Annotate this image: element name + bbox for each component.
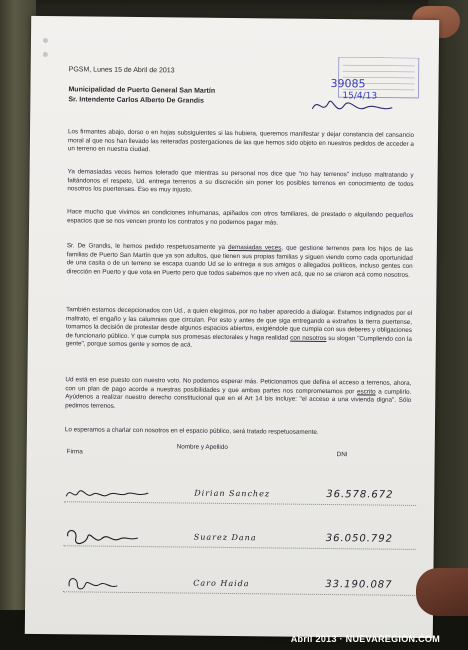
signature-row [64, 526, 416, 554]
closing-line: Lo esperamos a charlar con nosotros en el espacio público, será tratado respetuosamente. [64, 426, 319, 436]
paragraph: Hace mucho que vivimos en condiciones inhumanas, apiñados con otros familiares, de prestado o alquilando pequeños espacios que se nos vencen pronto los contratos y no podemos pagar más. [67, 208, 414, 227]
signature-row [64, 482, 416, 510]
text-run: a cumplirlo. Ayúdenos a realizar nuestro derecho constitucional que en el Art 14 bis incluye: "el acceso a una vivienda digna". Sólo pedimos terrenos. [65, 388, 412, 410]
signature-row [63, 572, 415, 600]
paragraph-complaint [66, 306, 412, 353]
punch-hole [43, 52, 48, 57]
column-header-dni: DNI [336, 451, 348, 459]
underlined-text: con nosotros [290, 334, 327, 342]
photo-caption: Abril 2013 · NUEVAREGION.COM [290, 634, 440, 644]
signer-dni: 36.050.792 [325, 532, 394, 545]
signer-name: Suarez Dana [193, 532, 257, 543]
punch-hole [43, 38, 48, 43]
underlined-text: escrito [357, 387, 376, 396]
signer-name: Caro Haida [193, 578, 250, 589]
column-header-name: Nombre y Apellido [176, 443, 228, 451]
signer-name: Dirian Sanchez [194, 488, 271, 499]
underlined-text: demasiadas veces [227, 243, 282, 252]
signer-dni: 36.578.672 [326, 488, 394, 501]
stamp-number: 39085 [330, 77, 366, 91]
paragraph-demand [65, 376, 411, 414]
text-run: , que gestione terrenos para los hijos de las familias de Puerto San Martín que ya son adultos, que tienen sus propias familias y siguen viendo como cada oportunidad de una casita o de un terreno se escapa cuando Ud se lo entrega a sus amigos o allegados políticos, incluso gentes con dirección en Puerto y que vota en Puerto pero que todos sabemos que no viven acá, que no se criaron acá como nosotros. [66, 244, 413, 279]
text-run: También estamos decepcionados con Ud., a quien elegimos, por no haber aparecido a dialogar. Estamos indignados por el maltrato, el engaño y las calumnias que circulan. Por esto y antes de que siga entregando a extraños la tierra puertense, tomamos la decisión de protestar desde algunos espacios abiertos, exigiéndole que cumpla con sus deberes y obligaciones de funcionario público. Y que cumpla sus promesas electorales y haga realidad [65, 306, 413, 342]
paragraph: Los firmantes abajo, dorso o en hojas subsiguientes si las hubiera, queremos manifestar y dejar constancia del cansancio moral al que nos han llevado las reiteradas postergaciones de las que hemos sido objeto en nuestros pedidos de acceder a un terreno en nuestra ciudad. [67, 128, 415, 154]
letter-date: PGSM, Lunes 15 de Abril de 2013 [68, 66, 175, 75]
column-header-firma: Firma [66, 448, 83, 456]
signer-dni: 33.190.087 [325, 578, 393, 591]
holding-hand-bottom [416, 568, 468, 616]
addressee-municipality: Municipalidad de Puerto General San Martín [68, 86, 216, 95]
stamp-date: 15/4/13 [342, 91, 378, 102]
text-run: su slogan "Cumpliendo con la gente", porque somos gente y somos de acá. [65, 334, 412, 349]
addressee-mayor: Sr. Intendente Carlos Alberto De Grandis [68, 96, 204, 105]
text-run: Sr. De Grandis, le hemos pedido respetuosamente ya [66, 242, 229, 251]
paragraph-petition-history [67, 242, 413, 280]
paragraph: Ya demasiadas veces hemos tolerado que mientras su personal nos dice que "no hay terrenos" incluso maltratando y faltándonos el respeto, Ud. entrega terrenos a su discreción sin poner los posibles terrenos en conocimiento de todos nosotros los puertenses. Eso es muy injusto. [67, 168, 414, 194]
petition-letter [25, 16, 439, 638]
text-run: Ud está en ese puesto con nuestro voto. No podemos esperar más. Peticionamos que defina el acceso a terrenos, ahora, con un plan de pago acorde a nuestras posibilidades y que ambas partes nos comprometamos por [65, 376, 412, 395]
